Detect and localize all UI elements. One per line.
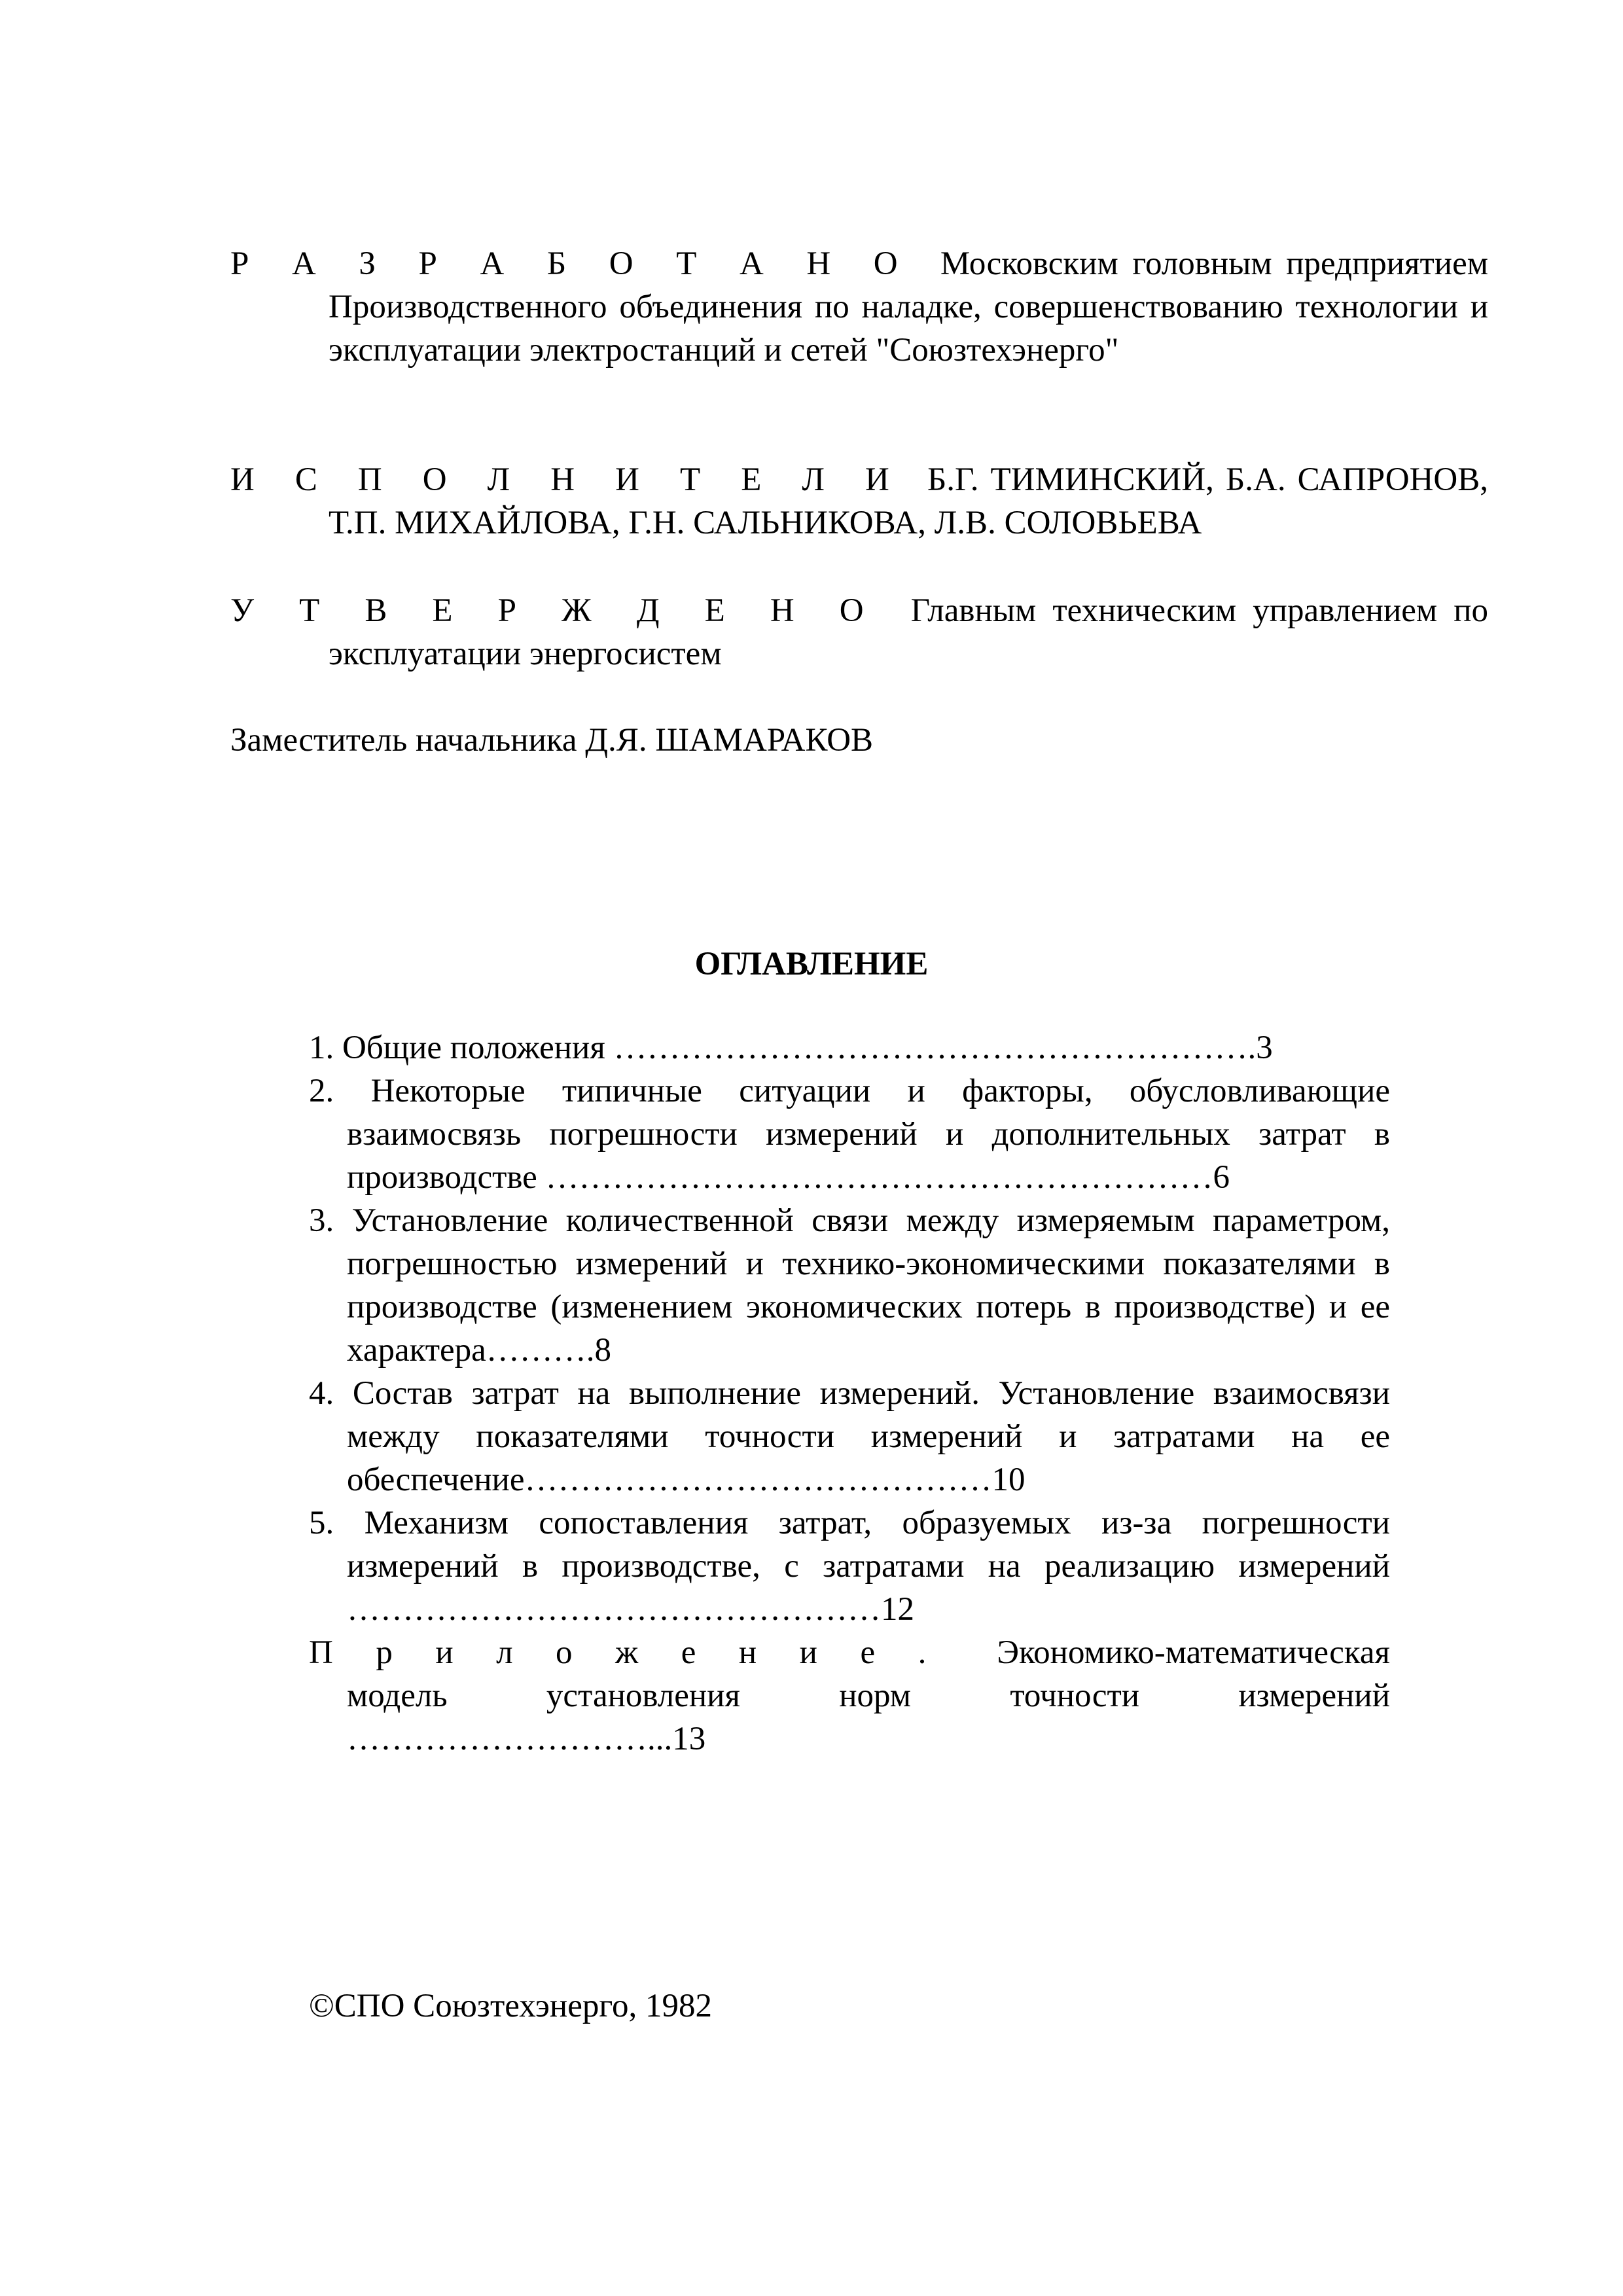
approved-label: У Т В Е Р Ж Д Е Н О — [230, 592, 878, 629]
table-of-contents — [309, 1026, 1390, 1761]
appendix-label: П р и л о ж е н и е . — [309, 1634, 941, 1671]
toc-item: 1. Общие положения ………………………………………………….3 — [309, 1030, 1273, 1066]
performers-paragraph — [230, 458, 1488, 545]
copyright-line: ©СПО Союзтехэнерго, 1982 — [309, 1988, 712, 2024]
toc-item-appendix — [309, 1631, 1390, 1761]
appendix-text: Экономико-математическая модель установления норм точности измерений ………………………...13 — [347, 1634, 1391, 1757]
toc-item: 5. Механизм сопоставления затрат, образуемых из-за погрешности измерений в производстве, с затратами на реализацию измерений …………………………………………12 — [309, 1505, 1390, 1628]
toc-title: ОГЛАВЛЕНИЕ — [694, 946, 929, 982]
performers-text: Б.Г. ТИМИНСКИЙ, Б.А. САПРОНОВ, Т.П. МИХАЙЛОВА, Г.Н. САЛЬНИКОВА, Л.В. СОЛОВЬЕВА — [329, 461, 1489, 541]
toc-item: 3. Установление количественной связи между измеряемым параметром, погрешностью измерений и технико-экономическими показателями в производстве (изменением экономических потерь в производстве) и ее характера……….8 — [309, 1202, 1390, 1369]
toc-item: 2. Некоторые типичные ситуации и факторы, обусловливающие взаимосвязь погрешности измерений и дополнительных затрат в производстве ……………………………………………………6 — [309, 1073, 1390, 1196]
toc-item: 4. Состав затрат на выполнение измерений. Установление взаимосвязи между показателями точности измерений и затратами на ее обеспечение……………………………………10 — [309, 1375, 1390, 1498]
approved-text: Главным техническим управлением по эксплуатации энергосистем — [329, 592, 1489, 672]
developed-paragraph — [230, 242, 1488, 372]
performers-label: И С П О Л Н И Т Е Л И — [230, 461, 904, 498]
developed-text: Московским головным предприятием Производственного объединения по наладке, совершенствованию технологии и эксплуатации электростанций и сетей "Союзтехэнерго" — [329, 245, 1489, 368]
deputy-line: Заместитель начальника Д.Я. ШАМАРАКОВ — [230, 722, 874, 759]
approved-paragraph — [230, 589, 1488, 675]
developed-label: Р А З Р А Б О Т А Н О — [230, 245, 912, 282]
